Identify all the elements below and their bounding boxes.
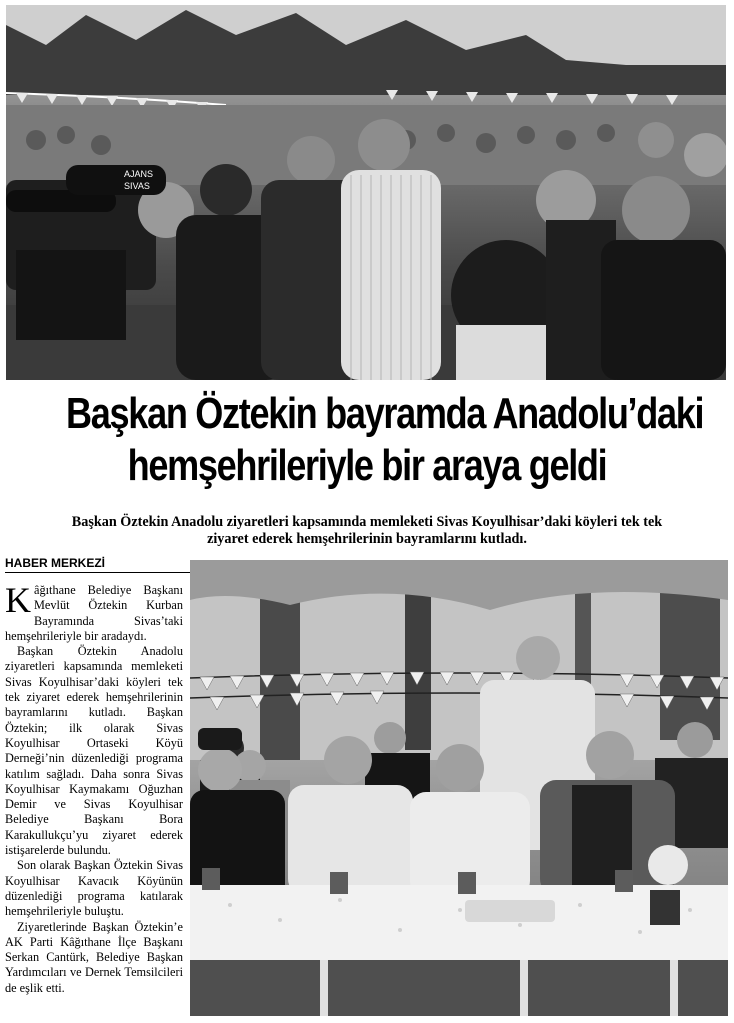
article-body (5, 580, 183, 996)
headline (66, 388, 704, 492)
top-photo (6, 5, 726, 380)
byline: HABER MERKEZİ (5, 556, 201, 573)
subheadline (0, 514, 734, 548)
subheadline-line-1: Başkan Öztekin Anadolu ziyaretleri kapsamında memleketi Sivas Koyulhisar’daki köyleri tek tek (71, 514, 663, 530)
article-paragraph-2: Başkan Öztekin Anadolu ziyaretleri kapsamında memleketi Sivas Koyulhisar’daki köyleri tek tek ziyaret ederek hemşehrilerinin bayramlarını kutladı. Başkan Öztekin; ilk olarak Sivas Koyulhisar Ortaseki Köyü Derneği’nin düzenlediği programa katılım sağladı. Daha sonra Sivas Koyulhisar Kaymakamı Oğuzhan Demir ve Sivas Koyulhisar Belediye Başkanı Bora Karakullukçu’yu ziyaret ederek istişarelerde bulundu. (5, 644, 183, 858)
article-paragraph-3: Son olarak Başkan Öztekin Sivas Koyulhisar Kavacık Köyünün düzenlediği programa katılarak hemşehrileriyle buluştu. (5, 858, 183, 919)
subheadline-line-2: ziyaret ederek hemşehrilerinin bayramlarını kutladı. (207, 531, 527, 547)
drop-cap: K (5, 580, 31, 620)
article-paragraph-1 (5, 580, 183, 644)
article-paragraph-4: Ziyaretlerinde Başkan Öztekin’e AK Parti Kâğıthane İlçe Başkanı Serkan Cantürk, Belediye Başkan Yardımcıları ve Dernek Temsilcileri de eşlik etti. (5, 919, 183, 995)
microphone-label-2: SIVAS (124, 181, 150, 191)
headline-line-1: Başkan Öztekin bayramda Anadolu’daki (66, 389, 704, 438)
article-paragraph-1-text: âğıthane Belediye Başkanı Mevlüt Öztekin Kurban Bayramında Sivas’taki hemşehrileriyle bir aradaydı. (5, 583, 183, 643)
bottom-photo-illustration (190, 560, 728, 1016)
bottom-photo (190, 560, 728, 1016)
top-photo-illustration (6, 5, 726, 380)
microphone-label-1: AJANS (124, 169, 154, 179)
headline-line-2: hemşehrileriyle bir araya geldi (127, 441, 607, 490)
